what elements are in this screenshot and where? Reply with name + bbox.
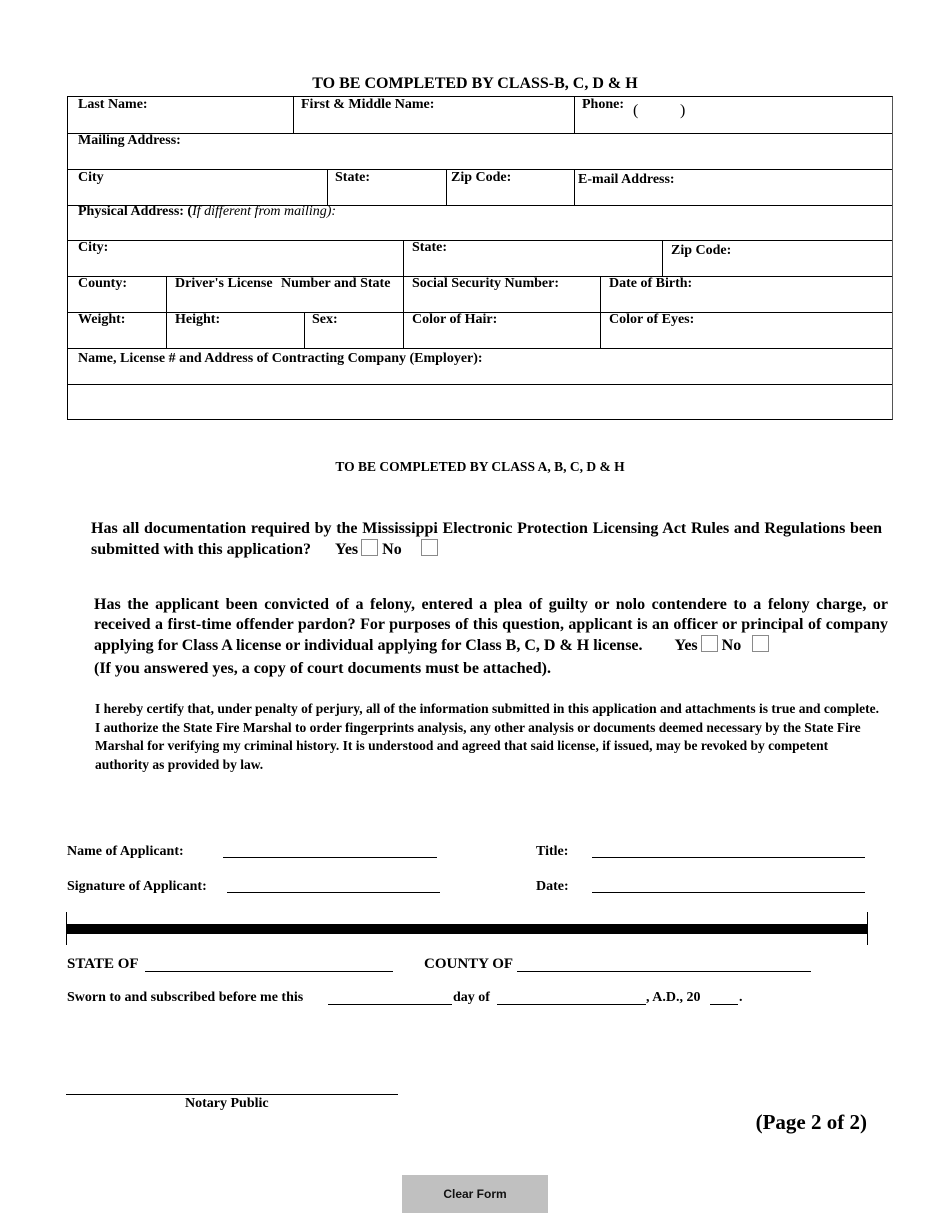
q1-yes-checkbox[interactable] — [361, 539, 378, 556]
court-documents-note: (If you answered yes, a copy of court documents must be attached). — [94, 660, 552, 677]
city-label: City — [78, 170, 104, 185]
sex-label: Sex: — [312, 312, 338, 327]
phone-paren-close: ) — [680, 102, 686, 119]
q2-no-checkbox[interactable] — [752, 635, 769, 652]
documentation-question — [91, 519, 882, 560]
drivers-license-label: Driver's License — [175, 276, 273, 291]
applicant-info-grid — [67, 96, 893, 420]
signature-of-applicant-field[interactable] — [227, 892, 440, 893]
q2-yes-label: Yes — [674, 637, 698, 654]
mailing-address-label: Mailing Address: — [78, 133, 181, 148]
title-field[interactable] — [592, 857, 865, 858]
physical-state-label: State: — [412, 240, 447, 255]
section2-title: TO BE COMPLETED BY CLASS A, B, C, D & H — [335, 459, 625, 474]
name-of-applicant-label: Name of Applicant: — [67, 844, 184, 859]
ad-label: , A.D., 20 — [646, 990, 701, 1005]
section-divider — [66, 924, 868, 934]
sworn-day-field[interactable] — [328, 1004, 452, 1005]
county-label: County: — [78, 276, 128, 291]
q2-yes-checkbox[interactable] — [701, 635, 718, 652]
email-address-label: E-mail Address: — [578, 172, 675, 187]
physical-city-label: City: — [78, 240, 109, 255]
weight-label: Weight: — [78, 312, 126, 327]
page-number: (Page 2 of 2) — [755, 1110, 867, 1134]
signature-of-applicant-label: Signature of Applicant: — [67, 879, 207, 894]
phone-paren-open: ( — [633, 102, 639, 119]
physical-address-note: If different from mailing): — [192, 204, 337, 219]
last-name-label: Last Name: — [78, 97, 148, 112]
q1-no-label: No — [382, 541, 402, 558]
date-field[interactable] — [592, 892, 865, 893]
felony-question — [94, 595, 888, 656]
q1-no-checkbox[interactable] — [421, 539, 438, 556]
hair-color-label: Color of Hair: — [412, 312, 498, 327]
q1-yes-label: Yes — [335, 541, 359, 558]
state-of-field[interactable] — [145, 971, 393, 972]
title-label: Title: — [536, 844, 569, 859]
first-middle-name-label: First & Middle Name: — [301, 97, 435, 112]
height-label: Height: — [175, 312, 221, 327]
sworn-year-field[interactable] — [710, 1004, 738, 1005]
day-of-label: day of — [453, 990, 490, 1005]
sworn-month-field[interactable] — [497, 1004, 646, 1005]
documentation-question-text: Has all documentation required by the Mississippi Electronic Protection Licensing Act Rules and Regulations been submitted with this application? — [91, 520, 882, 558]
zip-code-label: Zip Code: — [451, 170, 512, 185]
state-of-label: STATE OF — [67, 956, 139, 972]
eye-color-label: Color of Eyes: — [609, 312, 695, 327]
state-label: State: — [335, 170, 370, 185]
physical-address-label-text: Physical Address: ( — [78, 204, 193, 219]
county-of-field[interactable] — [517, 971, 811, 972]
ssn-label: Social Security Number: — [412, 276, 559, 291]
clear-form-button[interactable]: Clear Form — [402, 1175, 548, 1213]
name-of-applicant-field[interactable] — [223, 857, 437, 858]
county-of-label: COUNTY OF — [424, 956, 514, 972]
felony-question-text: Has the applicant been convicted of a felony, entered a plea of guilty or nolo contendere to a felony charge, or received a first-time offender pardon? For purposes of this question, applicant is an officer or principal of company applying for Class A license or individual applying for Class B, C, D & H license. — [94, 596, 888, 654]
section1-title: TO BE COMPLETED BY CLASS-B, C, D & H — [312, 75, 638, 92]
sworn-prefix: Sworn to and subscribed before me this — [67, 990, 304, 1005]
notary-signature-line[interactable] — [66, 1094, 398, 1095]
q2-no-label: No — [721, 637, 742, 654]
dob-label: Date of Birth: — [609, 276, 693, 291]
notary-public-label: Notary Public — [185, 1096, 269, 1111]
date-label: Date: — [536, 879, 569, 894]
employer-label: Name, License # and Address of Contracting Company (Employer): — [78, 351, 483, 366]
phone-label: Phone: — [582, 97, 624, 112]
physical-address-label — [78, 204, 336, 220]
number-and-state-label: Number and State — [281, 276, 391, 291]
sworn-period: . — [739, 990, 743, 1005]
certification-statement: I hereby certify that, under penalty of perjury, all of the information submitted in this application and attachments is true and complete. I authorize the State Fire Marshal to order fingerprints analysis, any other analysis or documents deemed necessary by the State Fire Marshal for verifying my criminal history. It is understood and agreed that said license, if issued, may be revoked by competent authority as provided by law. — [95, 701, 879, 772]
physical-zip-label: Zip Code: — [671, 243, 732, 258]
